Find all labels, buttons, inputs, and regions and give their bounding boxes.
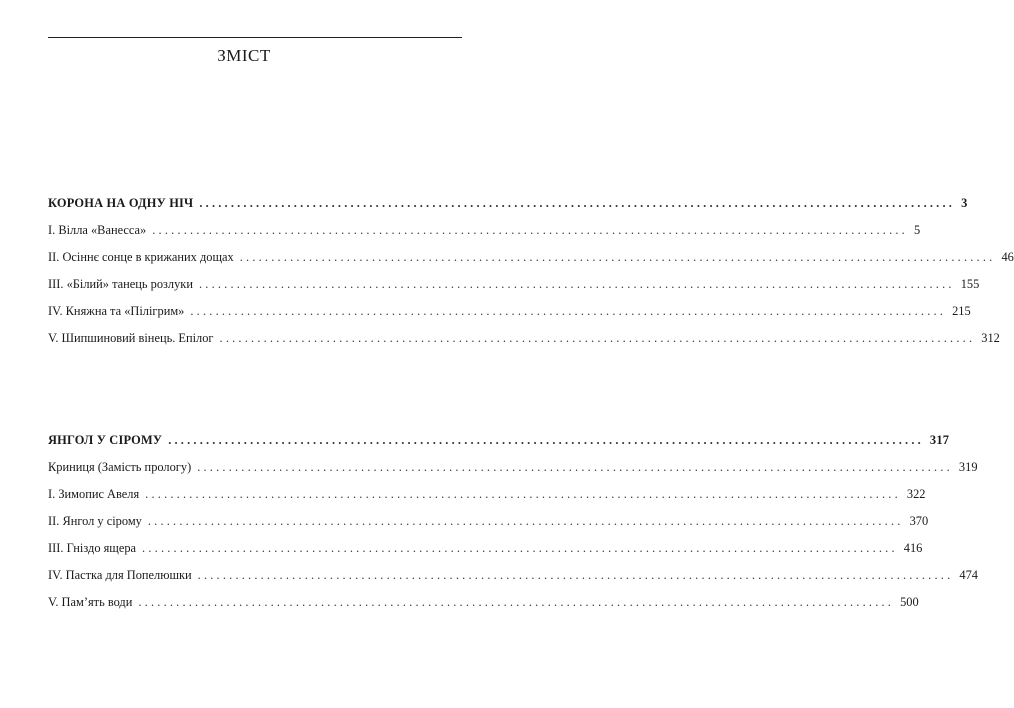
toc-entry-page: 312 bbox=[981, 331, 1000, 345]
toc-heading-title: ЯНГОЛ У СІРОМУ bbox=[48, 433, 163, 447]
dot-leader: ........................................................................................................................ bbox=[142, 541, 898, 555]
dot-leader: ........................................................................................................................ bbox=[197, 568, 954, 582]
toc-entry-title: II. Осіннє сонце в крижаних дощах bbox=[48, 250, 234, 264]
toc-entry-title: V. Пам’ять води bbox=[48, 595, 133, 609]
dot-leader: ........................................................................................................................ bbox=[198, 277, 955, 291]
toc-entry-page: 500 bbox=[900, 595, 919, 609]
toc-entry-title: IV. Пастка для Попелюшки bbox=[48, 568, 192, 582]
toc-entry[interactable] bbox=[48, 217, 921, 244]
toc-entry[interactable] bbox=[48, 481, 926, 508]
toc-entry-title: III. «Білий» танець розлуки bbox=[48, 277, 193, 291]
top-rule bbox=[48, 37, 462, 38]
dot-leader: ........................................................................................................................ bbox=[138, 595, 895, 609]
toc-entry-title: Криниця (Замість прологу) bbox=[48, 460, 192, 474]
toc-heading-page: 317 bbox=[929, 433, 950, 447]
toc-entry[interactable] bbox=[48, 535, 923, 562]
toc-entry[interactable] bbox=[48, 325, 1000, 352]
toc-entry[interactable] bbox=[48, 244, 1014, 271]
toc-entry[interactable] bbox=[48, 589, 919, 616]
dot-leader: ........................................................................................................................ bbox=[199, 196, 956, 210]
dot-leader: ........................................................................................................................ bbox=[219, 331, 976, 345]
toc-heading[interactable] bbox=[48, 427, 950, 454]
toc-entry-page: 215 bbox=[952, 304, 971, 318]
toc-entry-page: 5 bbox=[913, 223, 921, 237]
dot-leader: ........................................................................................................................ bbox=[197, 460, 953, 474]
toc-entry-page: 370 bbox=[909, 514, 929, 528]
dot-leader: ........................................................................................................................ bbox=[145, 487, 901, 501]
toc-entry[interactable] bbox=[48, 454, 978, 481]
dot-leader: ........................................................................................................................ bbox=[190, 304, 947, 318]
dot-leader: ........................................................................................................................ bbox=[239, 250, 996, 264]
page-title: ЗМІСТ bbox=[217, 46, 271, 65]
toc-heading-title: КОРОНА НА ОДНУ НІЧ bbox=[48, 196, 194, 210]
dot-leader: ........................................................................................................................ bbox=[168, 433, 924, 447]
toc-entry-page: 416 bbox=[903, 541, 923, 555]
toc-section-1 bbox=[48, 190, 1014, 352]
toc-entry[interactable] bbox=[48, 271, 980, 298]
toc-entry-page: 319 bbox=[958, 460, 978, 474]
toc-entry[interactable] bbox=[48, 298, 971, 325]
toc-entry-page: 322 bbox=[906, 487, 926, 501]
toc-entry-title: II. Янгол у сірому bbox=[48, 514, 142, 528]
toc-entry-title: IV. Княжна та «Пілігрим» bbox=[48, 304, 185, 318]
toc-entry-title: I. Зимопис Авеля bbox=[48, 487, 140, 501]
toc-section-2 bbox=[48, 427, 978, 616]
toc-heading-page: 3 bbox=[961, 196, 968, 210]
toc-heading[interactable] bbox=[48, 190, 968, 217]
dot-leader: ........................................................................................................................ bbox=[152, 223, 908, 237]
toc-entry[interactable] bbox=[48, 508, 929, 535]
toc-entry-title: V. Шипшиновий вінець. Епілог bbox=[48, 331, 214, 345]
toc-entry-title: III. Гніздо ящера bbox=[48, 541, 137, 555]
toc-entry-page: 46 bbox=[1001, 250, 1014, 264]
toc-entry-title: I. Вілла «Ванесса» bbox=[48, 223, 147, 237]
toc-entry[interactable] bbox=[48, 562, 978, 589]
dot-leader: ........................................................................................................................ bbox=[147, 514, 904, 528]
toc-entry-page: 155 bbox=[960, 277, 980, 291]
toc-entry-page: 474 bbox=[959, 568, 978, 582]
